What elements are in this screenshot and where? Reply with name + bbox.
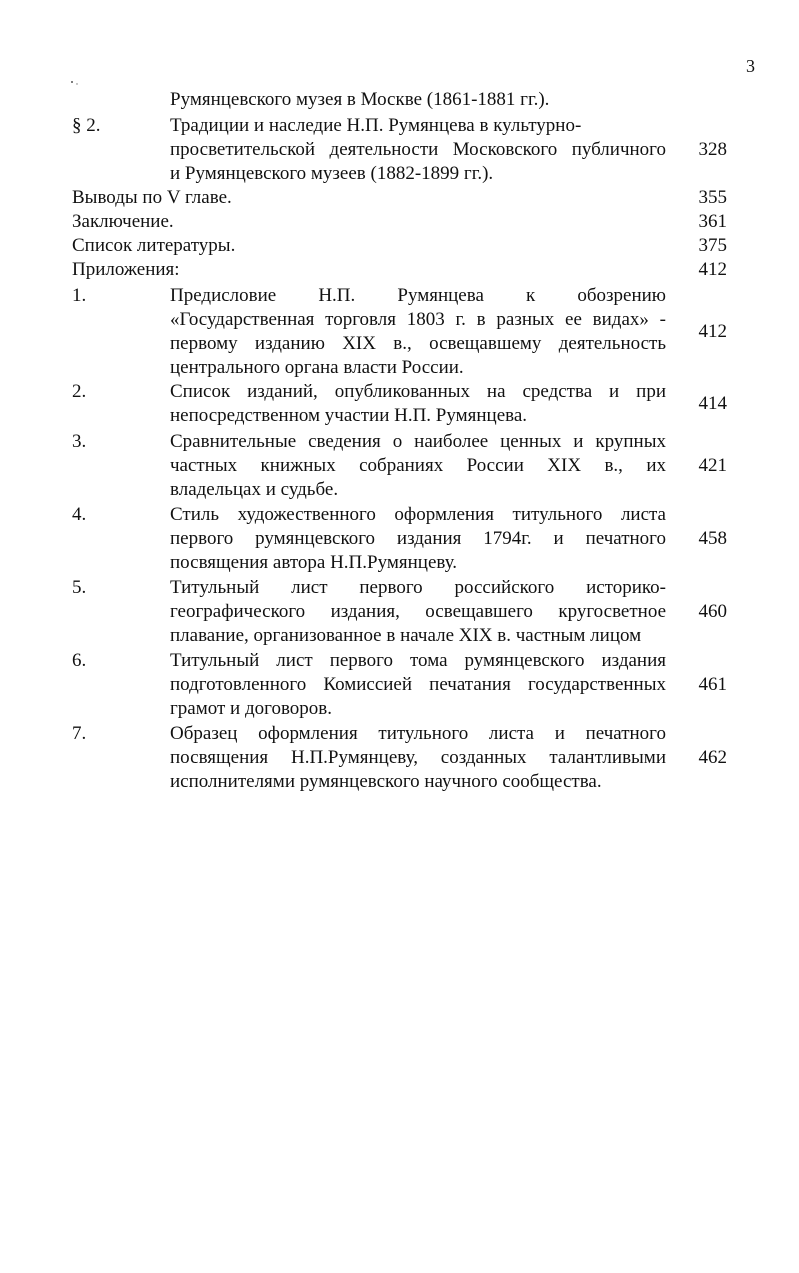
section-2-title xyxy=(170,114,666,186)
appendix-3-title xyxy=(170,430,666,502)
toc-line: частных книжных собраниях России XIX в., их xyxy=(170,455,666,476)
toc-line: исполнителями румянцевского научного сообщества. xyxy=(170,771,602,792)
toc-page-number: 461 xyxy=(698,674,727,695)
toc-line: посвящения Н.П.Румянцеву, созданных талантливыми xyxy=(170,747,666,768)
toc-line: первого румянцевского издания 1794г. и печатного xyxy=(170,528,666,549)
appendix-number: 1. xyxy=(72,285,87,306)
appendix-5-title xyxy=(170,576,666,648)
toc-entry-conclusion: Заключение. xyxy=(72,211,174,232)
toc-line: Предисловие Н.П. Румянцева к обозрению xyxy=(170,285,666,306)
toc-page-number: 328 xyxy=(698,139,727,160)
appendix-6-title xyxy=(170,649,666,721)
appendix-1-title xyxy=(170,284,666,380)
toc-page-number: 421 xyxy=(698,455,727,476)
toc-line: и Румянцевского музеев (1882-1899 гг.). xyxy=(170,163,494,184)
toc-page-number: 361 xyxy=(698,211,727,232)
toc-line: посвящения автора Н.П.Румянцеву. xyxy=(170,552,458,573)
toc-page-number: 414 xyxy=(698,393,727,414)
toc-line: Список изданий, опубликованных на средства и при xyxy=(170,381,666,402)
toc-line: Румянцевского музея в Москве (1861-1881 гг.). xyxy=(170,89,550,110)
toc-line: Титульный лист первого российского историко- xyxy=(170,577,666,598)
appendix-7-title xyxy=(170,722,666,794)
toc-page-number: 375 xyxy=(698,235,727,256)
section-marker: § 2. xyxy=(72,115,101,136)
scan-speck-icon xyxy=(70,80,80,86)
toc-page-number: 458 xyxy=(698,528,727,549)
toc-line: владельцах и судьбе. xyxy=(170,479,339,500)
appendix-4-title xyxy=(170,503,666,575)
toc-line: подготовленного Комиссией печатания государственных xyxy=(170,674,666,695)
toc-continuation xyxy=(170,88,666,112)
appendix-number: 7. xyxy=(72,723,87,744)
toc-entry-bibliography: Список литературы. xyxy=(72,235,236,256)
toc-line: «Государственная торговля 1803 г. в разных ее видах» - xyxy=(170,309,666,330)
appendix-2-title xyxy=(170,380,666,428)
toc-line: Образец оформления титульного листа и печатного xyxy=(170,723,666,744)
appendix-number: 4. xyxy=(72,504,87,525)
appendix-number: 6. xyxy=(72,650,87,671)
toc-page-number: 412 xyxy=(698,259,727,280)
toc-line: географического издания, освещавшего кругосветное xyxy=(170,601,666,622)
toc-page-number: 460 xyxy=(698,601,727,622)
toc-entry-conclusions: Выводы по V главе. xyxy=(72,187,232,208)
toc-line: первому изданию XIX в., освещавшему деятельность xyxy=(170,333,666,354)
toc-line: Сравнительные сведения о наиболее ценных и крупных xyxy=(170,431,666,452)
toc-entry-appendices: Приложения: xyxy=(72,259,180,280)
toc-line: плавание, организованное в начале XIX в. частным лицом xyxy=(170,625,642,646)
toc-line: непосредственном участии Н.П. Румянцева. xyxy=(170,405,528,426)
toc-line: Титульный лист первого тома румянцевского издания xyxy=(170,650,666,671)
toc-page-number: 462 xyxy=(698,747,727,768)
toc-line: центрального органа власти России. xyxy=(170,357,464,378)
toc-line: Стиль художественного оформления титульного листа xyxy=(170,504,666,525)
toc-line: грамот и договоров. xyxy=(170,698,333,719)
appendix-number: 5. xyxy=(72,577,87,598)
appendix-number: 3. xyxy=(72,431,87,452)
appendix-number: 2. xyxy=(72,381,87,402)
page-number: 3 xyxy=(746,56,755,76)
toc-line: Традиции и наследие Н.П. Румянцева в культурно- xyxy=(170,115,582,136)
toc-page-number: 412 xyxy=(698,321,727,342)
toc-line: просветительской деятельности Московского публичного xyxy=(170,139,666,160)
toc-page-number: 355 xyxy=(698,187,727,208)
